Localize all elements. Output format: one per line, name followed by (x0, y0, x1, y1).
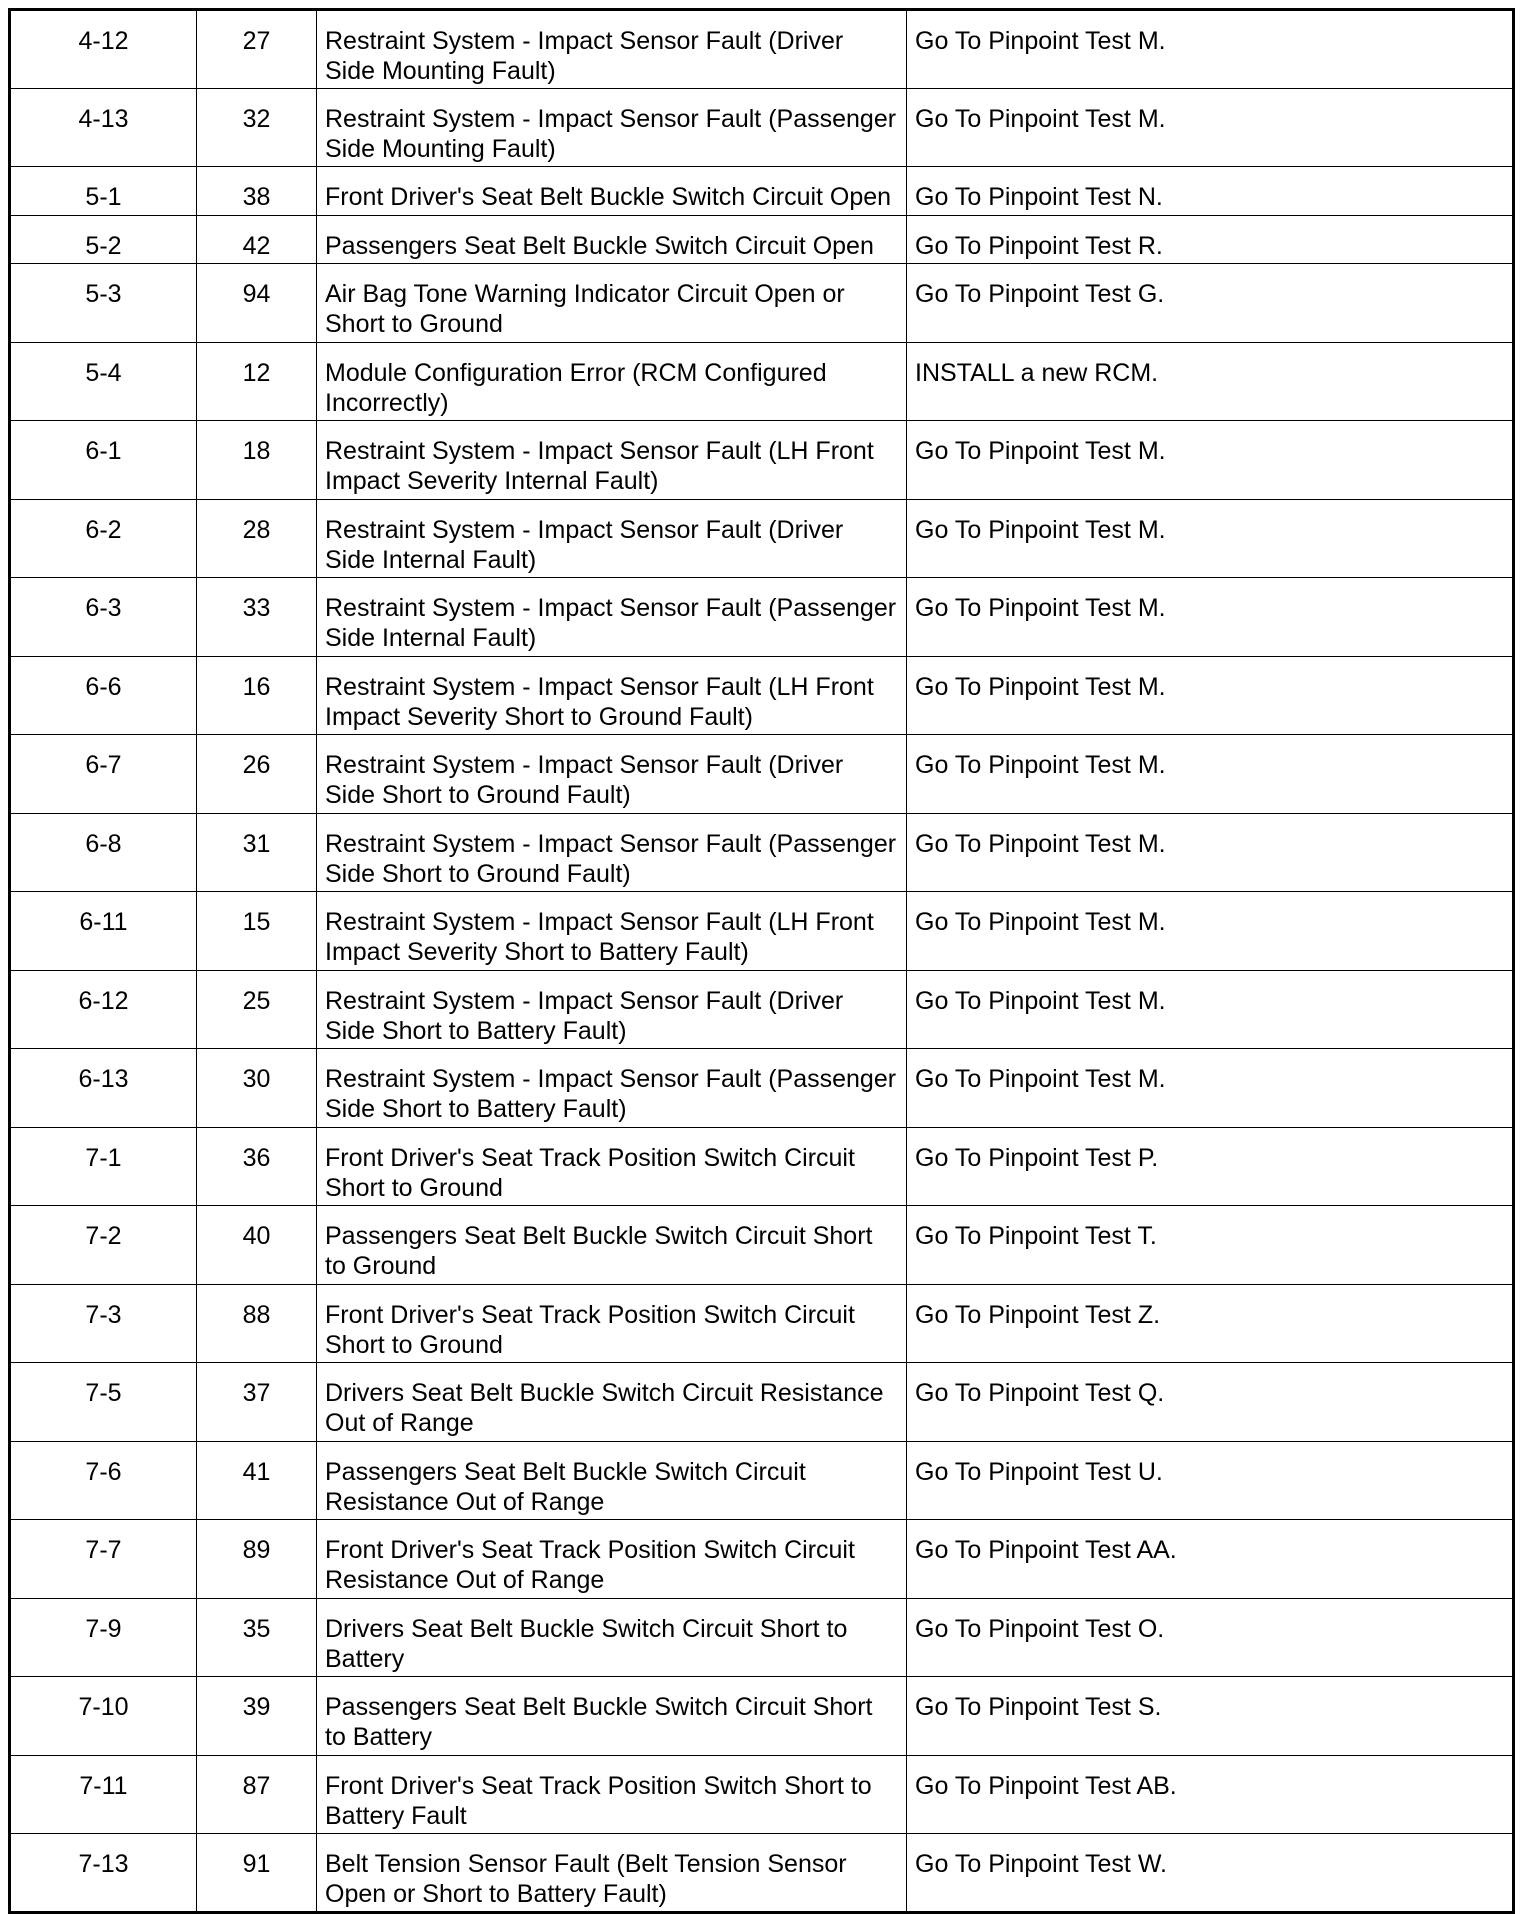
description-cell: Front Driver's Seat Track Position Switch Circuit Short to Ground (317, 1127, 907, 1206)
action-cell: Go To Pinpoint Test G. (907, 264, 1514, 343)
dtc-number-cell: 16 (197, 656, 317, 735)
description-cell: Front Driver's Seat Track Position Switch Circuit Resistance Out of Range (317, 1520, 907, 1599)
flash-code-cell: 5-4 (10, 342, 197, 421)
description-cell: Front Driver's Seat Track Position Switch Circuit Short to Ground (317, 1284, 907, 1363)
action-cell: Go To Pinpoint Test M. (907, 813, 1514, 892)
flash-code-cell: 6-2 (10, 499, 197, 578)
flash-code-cell: 4-12 (10, 10, 197, 89)
dtc-number-cell: 36 (197, 1127, 317, 1206)
flash-code-cell: 6-1 (10, 421, 197, 500)
description-cell: Passengers Seat Belt Buckle Switch Circuit Resistance Out of Range (317, 1441, 907, 1520)
table-row (10, 1598, 1514, 1677)
flash-code-cell: 6-3 (10, 578, 197, 657)
flash-code-cell: 7-1 (10, 1127, 197, 1206)
table-row (10, 1677, 1514, 1756)
action-cell: Go To Pinpoint Test M. (907, 1049, 1514, 1128)
dtc-number-cell: 12 (197, 342, 317, 421)
dtc-number-cell: 87 (197, 1755, 317, 1834)
table-row (10, 167, 1514, 216)
action-cell: Go To Pinpoint Test M. (907, 970, 1514, 1049)
flash-code-cell: 4-13 (10, 88, 197, 167)
table-row (10, 264, 1514, 343)
dtc-number-cell: 31 (197, 813, 317, 892)
flash-code-cell: 7-13 (10, 1834, 197, 1913)
flash-code-cell: 7-5 (10, 1363, 197, 1442)
dtc-number-cell: 33 (197, 578, 317, 657)
dtc-table (8, 8, 1515, 1914)
action-cell: Go To Pinpoint Test T. (907, 1206, 1514, 1285)
flash-code-cell: 7-2 (10, 1206, 197, 1285)
dtc-number-cell: 41 (197, 1441, 317, 1520)
description-cell: Restraint System - Impact Sensor Fault (Passenger Side Short to Battery Fault) (317, 1049, 907, 1128)
table-row (10, 1363, 1514, 1442)
action-cell: Go To Pinpoint Test M. (907, 421, 1514, 500)
flash-code-cell: 5-1 (10, 167, 197, 216)
action-cell: INSTALL a new RCM. (907, 342, 1514, 421)
action-cell: Go To Pinpoint Test AB. (907, 1755, 1514, 1834)
table-row (10, 10, 1514, 89)
table-row (10, 1834, 1514, 1913)
description-cell: Restraint System - Impact Sensor Fault (Passenger Side Short to Ground Fault) (317, 813, 907, 892)
action-cell: Go To Pinpoint Test M. (907, 499, 1514, 578)
table-row (10, 215, 1514, 264)
flash-code-cell: 6-13 (10, 1049, 197, 1128)
description-cell: Restraint System - Impact Sensor Fault (LH Front Impact Severity Short to Ground Fault) (317, 656, 907, 735)
action-cell: Go To Pinpoint Test Z. (907, 1284, 1514, 1363)
action-cell: Go To Pinpoint Test W. (907, 1834, 1514, 1913)
action-cell: Go To Pinpoint Test N. (907, 167, 1514, 216)
dtc-number-cell: 35 (197, 1598, 317, 1677)
description-cell: Restraint System - Impact Sensor Fault (Passenger Side Internal Fault) (317, 578, 907, 657)
description-cell: Restraint System - Impact Sensor Fault (Driver Side Short to Battery Fault) (317, 970, 907, 1049)
flash-code-cell: 7-3 (10, 1284, 197, 1363)
action-cell: Go To Pinpoint Test R. (907, 215, 1514, 264)
description-cell: Restraint System - Impact Sensor Fault (Driver Side Short to Ground Fault) (317, 735, 907, 814)
table-row (10, 735, 1514, 814)
description-cell: Restraint System - Impact Sensor Fault (LH Front Impact Severity Short to Battery Fault) (317, 892, 907, 971)
flash-code-cell: 6-7 (10, 735, 197, 814)
dtc-number-cell: 32 (197, 88, 317, 167)
flash-code-cell: 6-12 (10, 970, 197, 1049)
document-page (8, 8, 1512, 1908)
table-row (10, 1441, 1514, 1520)
description-cell: Module Configuration Error (RCM Configured Incorrectly) (317, 342, 907, 421)
flash-code-cell: 7-11 (10, 1755, 197, 1834)
flash-code-cell: 7-7 (10, 1520, 197, 1599)
description-cell: Restraint System - Impact Sensor Fault (Driver Side Mounting Fault) (317, 10, 907, 89)
dtc-number-cell: 40 (197, 1206, 317, 1285)
table-row (10, 1049, 1514, 1128)
dtc-number-cell: 89 (197, 1520, 317, 1599)
dtc-number-cell: 88 (197, 1284, 317, 1363)
action-cell: Go To Pinpoint Test M. (907, 578, 1514, 657)
description-cell: Restraint System - Impact Sensor Fault (Driver Side Internal Fault) (317, 499, 907, 578)
description-cell: Front Driver's Seat Track Position Switch Short to Battery Fault (317, 1755, 907, 1834)
action-cell: Go To Pinpoint Test U. (907, 1441, 1514, 1520)
flash-code-cell: 5-2 (10, 215, 197, 264)
description-cell: Restraint System - Impact Sensor Fault (LH Front Impact Severity Internal Fault) (317, 421, 907, 500)
flash-code-cell: 7-9 (10, 1598, 197, 1677)
flash-code-cell: 7-6 (10, 1441, 197, 1520)
flash-code-cell: 6-8 (10, 813, 197, 892)
flash-code-cell: 6-6 (10, 656, 197, 735)
dtc-number-cell: 15 (197, 892, 317, 971)
dtc-number-cell: 42 (197, 215, 317, 264)
table-row (10, 1127, 1514, 1206)
action-cell: Go To Pinpoint Test P. (907, 1127, 1514, 1206)
table-row (10, 578, 1514, 657)
description-cell: Drivers Seat Belt Buckle Switch Circuit Short to Battery (317, 1598, 907, 1677)
dtc-number-cell: 94 (197, 264, 317, 343)
description-cell: Passengers Seat Belt Buckle Switch Circuit Open (317, 215, 907, 264)
action-cell: Go To Pinpoint Test M. (907, 735, 1514, 814)
description-cell: Restraint System - Impact Sensor Fault (Passenger Side Mounting Fault) (317, 88, 907, 167)
action-cell: Go To Pinpoint Test M. (907, 88, 1514, 167)
flash-code-cell: 6-11 (10, 892, 197, 971)
dtc-number-cell: 26 (197, 735, 317, 814)
table-row (10, 970, 1514, 1049)
dtc-number-cell: 37 (197, 1363, 317, 1442)
table-row (10, 1520, 1514, 1599)
action-cell: Go To Pinpoint Test S. (907, 1677, 1514, 1756)
table-row (10, 499, 1514, 578)
flash-code-cell: 5-3 (10, 264, 197, 343)
dtc-number-cell: 30 (197, 1049, 317, 1128)
action-cell: Go To Pinpoint Test O. (907, 1598, 1514, 1677)
dtc-number-cell: 18 (197, 421, 317, 500)
dtc-number-cell: 39 (197, 1677, 317, 1756)
description-cell: Passengers Seat Belt Buckle Switch Circuit Short to Ground (317, 1206, 907, 1285)
table-row (10, 1206, 1514, 1285)
description-cell: Front Driver's Seat Belt Buckle Switch Circuit Open (317, 167, 907, 216)
dtc-number-cell: 28 (197, 499, 317, 578)
table-row (10, 88, 1514, 167)
dtc-number-cell: 38 (197, 167, 317, 216)
flash-code-cell: 7-10 (10, 1677, 197, 1756)
action-cell: Go To Pinpoint Test AA. (907, 1520, 1514, 1599)
table-row (10, 421, 1514, 500)
description-cell: Belt Tension Sensor Fault (Belt Tension Sensor Open or Short to Battery Fault) (317, 1834, 907, 1913)
dtc-number-cell: 25 (197, 970, 317, 1049)
dtc-number-cell: 27 (197, 10, 317, 89)
description-cell: Passengers Seat Belt Buckle Switch Circuit Short to Battery (317, 1677, 907, 1756)
table-row (10, 892, 1514, 971)
table-row (10, 342, 1514, 421)
action-cell: Go To Pinpoint Test M. (907, 10, 1514, 89)
description-cell: Air Bag Tone Warning Indicator Circuit Open or Short to Ground (317, 264, 907, 343)
table-row (10, 1284, 1514, 1363)
table-row (10, 813, 1514, 892)
table-row (10, 656, 1514, 735)
dtc-number-cell: 91 (197, 1834, 317, 1913)
action-cell: Go To Pinpoint Test Q. (907, 1363, 1514, 1442)
table-row (10, 1755, 1514, 1834)
dtc-table-body (10, 10, 1514, 1913)
action-cell: Go To Pinpoint Test M. (907, 656, 1514, 735)
description-cell: Drivers Seat Belt Buckle Switch Circuit Resistance Out of Range (317, 1363, 907, 1442)
action-cell: Go To Pinpoint Test M. (907, 892, 1514, 971)
